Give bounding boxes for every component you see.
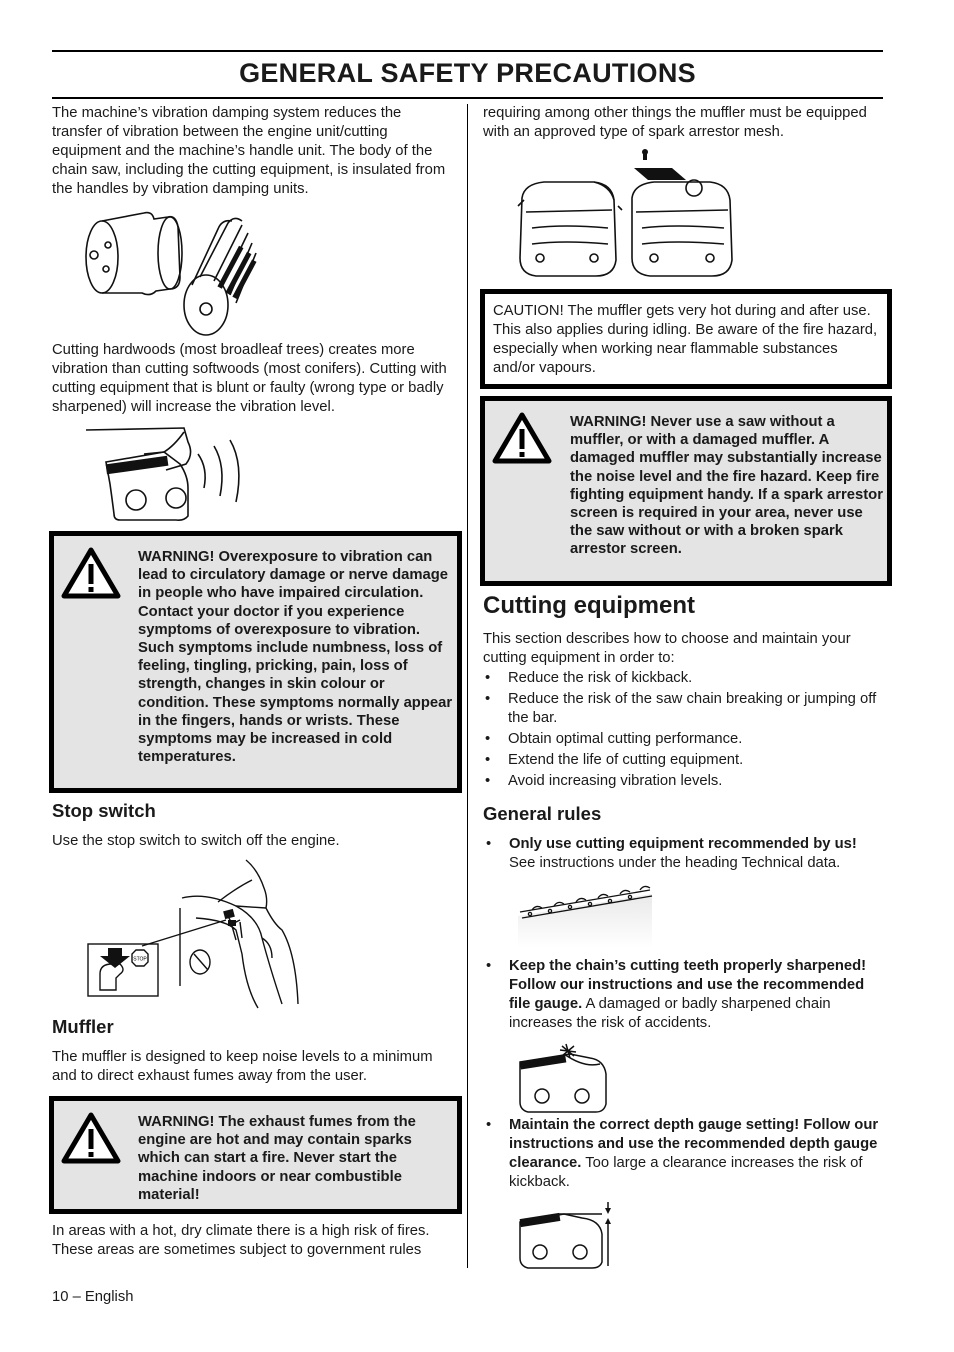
muffler-caution-text: CAUTION! The muffler gets very hot during and after use. This also applies during idling. Be aware of the fire hazard, especially when working near flammable substances and/or vapours. — [493, 303, 878, 376]
stop-switch-text: Use the stop switch to switch off the engine. — [52, 833, 340, 849]
rule-text: Too large a clearance increases the risk of kickback. — [509, 1155, 863, 1190]
rule-sharpen-teeth — [486, 957, 887, 1033]
hardwood-vibration-paragraph: Cutting hardwoods (most broadleaf trees) creates more vibration than cutting softwoods (most conifers). Cutting with cutting equipment that is blunt or faulty (wrong type or badly sharpened) will increase the vibration level. — [52, 342, 447, 415]
muffler-warning-text: WARNING! Never use a saw without a muffler, or with a damaged muffler. A damaged muffler may substantially increase the noise level and the fire hazard. Keep fire fighting equipment handy. If a spark arrestor screen is required in your area, never use the saw without or with a broken spark arrestor screen. — [570, 414, 883, 558]
warning-triangle-icon — [60, 546, 122, 600]
cutting-equipment-bullets — [483, 669, 883, 793]
chain-cutter-vibration-illustration — [84, 424, 260, 524]
rule-bold-text: Maintain the correct depth gauge setting! Follow our instructions and use the recommended depth gauge clearance. — [509, 1117, 879, 1171]
saw-chain-illustration — [516, 880, 656, 948]
depth-gauge-illustration — [514, 1200, 616, 1270]
cutting-equipment-intro: This section describes how to choose and maintain your cutting equipment in order to: — [483, 631, 851, 666]
stop-switch-illustration — [86, 858, 302, 1012]
muffler-spark-arrestor-illustration — [514, 148, 740, 284]
cutting-equipment-heading: Cutting equipment — [483, 592, 695, 619]
muffler-heading: Muffler — [52, 1016, 114, 1037]
bullet-text: Reduce the risk of the saw chain breaking or jumping off the bar. — [508, 691, 877, 726]
list-item — [483, 730, 883, 749]
rule-recommended-equipment — [486, 835, 887, 873]
rule-bold-text: Only use cutting equipment recommended by us! — [509, 836, 857, 852]
fire-risk-paragraph: In areas with a hot, dry climate there is a high risk of fires. These areas are sometimes subject to government rules — [52, 1223, 430, 1258]
vibration-warning-box — [49, 531, 462, 793]
sharpened-tooth-illustration — [514, 1040, 614, 1114]
page-header — [52, 50, 883, 99]
bullet-marker: • — [486, 1117, 492, 1133]
bullet-text: Reduce the risk of kickback. — [508, 670, 693, 686]
rule-bold-text: Keep the chain’s cutting teeth properly sharpened! Follow our instructions and use the recommended file gauge. — [509, 958, 867, 1012]
bullet-marker: • — [485, 773, 491, 789]
page-footer: 10 – English — [52, 1289, 134, 1305]
stop-sign-label: STOP — [133, 956, 147, 963]
muffler-warning-box — [480, 396, 892, 586]
bullet-marker: • — [486, 836, 492, 852]
bullet-text: Obtain optimal cutting performance. — [508, 731, 743, 747]
rule-text: See instructions under the heading Technical data. — [509, 855, 841, 871]
column-divider — [467, 104, 468, 1268]
bullet-marker: • — [485, 731, 491, 747]
warning-triangle-icon — [491, 411, 553, 465]
bullet-text: Extend the life of cutting equipment. — [508, 752, 744, 768]
bullet-text: Avoid increasing vibration levels. — [508, 773, 723, 789]
page-title: GENERAL SAFETY PRECAUTIONS — [239, 58, 696, 88]
bullet-marker: • — [485, 691, 491, 707]
list-item — [483, 772, 883, 791]
vibration-damper-illustration — [82, 205, 262, 337]
bullet-marker: • — [486, 958, 492, 974]
muffler-caution-box — [480, 289, 892, 389]
vibration-warning-text: WARNING! Overexposure to vibration can lead to circulatory damage or nerve damage in people who have impaired circulation. Contact your doctor if you experience symptoms of overexposure to vibration. Such symptoms include numbness, loss of feeling, tingling, pricking, pain, loss of strength, changes in skin colour or condition. These symptoms normally appear in the fingers, hands or wrists. These symptoms may be increased in cold temperatures. — [138, 549, 453, 766]
list-item — [483, 669, 883, 688]
list-item — [483, 690, 883, 728]
exhaust-warning-box — [49, 1096, 462, 1214]
muffler-text: The muffler is designed to keep noise levels to a minimum and to direct exhaust fumes away from the user. — [52, 1049, 433, 1084]
exhaust-warning-text: WARNING! The exhaust fumes from the engine are hot and may contain sparks which can start a fire. Never start the machine indoors or near combustible material! — [138, 1114, 416, 1203]
warning-triangle-icon — [60, 1111, 122, 1165]
general-rules-heading: General rules — [483, 803, 602, 824]
rule-depth-gauge — [486, 1116, 887, 1192]
spark-arrestor-paragraph: requiring among other things the muffler must be equipped with an approved type of spark arrestor mesh. — [483, 105, 867, 140]
bullet-marker: • — [485, 670, 491, 686]
list-item — [483, 751, 883, 770]
bullet-marker: • — [485, 752, 491, 768]
rule-text: A damaged or badly sharpened chain increases the risk of accidents. — [509, 996, 831, 1031]
stop-switch-heading: Stop switch — [52, 800, 156, 821]
vibration-damping-paragraph: The machine’s vibration damping system reduces the transfer of vibration between the engine unit/cutting equipment and the machine’s handle unit. The body of the chain saw, including the cutting equipment, is insulated from the handles by vibration damping units. — [52, 105, 446, 197]
